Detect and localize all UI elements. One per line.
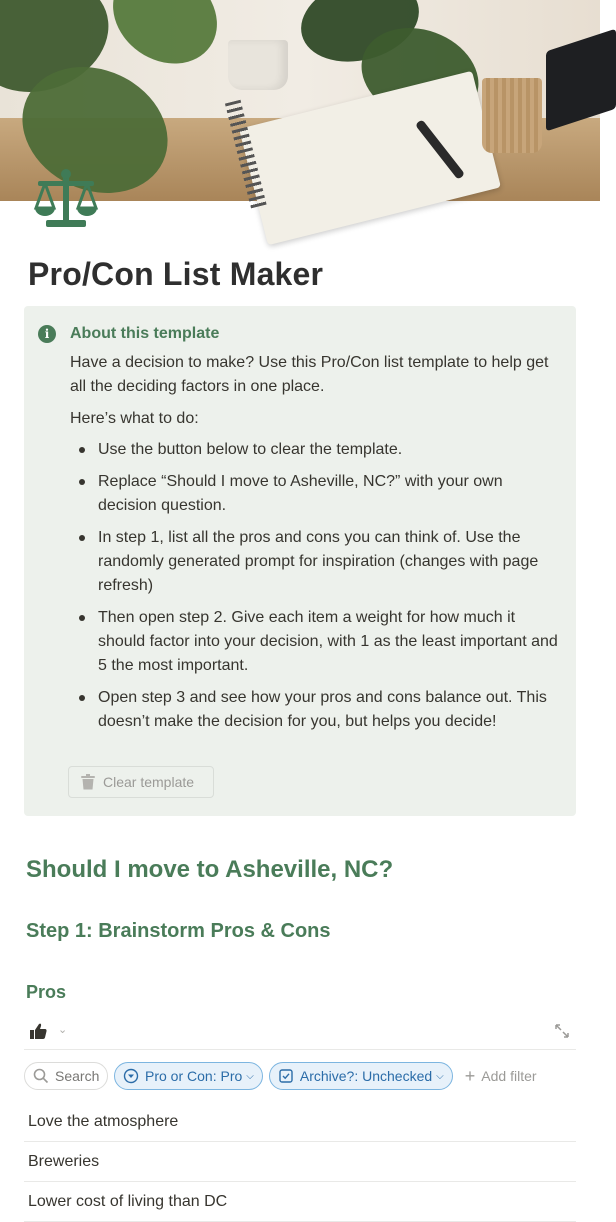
database-view-bar	[24, 1014, 576, 1050]
balance-scale-icon[interactable]	[32, 168, 100, 230]
add-filter-button[interactable]	[465, 1068, 537, 1084]
callout-steps-intro: Here’s what to do:	[70, 410, 199, 427]
pro-or-con-value: Pro	[220, 1068, 243, 1084]
search-icon	[33, 1068, 49, 1084]
list-item: Replace “Should I move to Asheville, NC?” with your own decision question.	[70, 470, 560, 518]
search-filter[interactable]	[24, 1062, 108, 1090]
select-property-icon	[123, 1068, 139, 1084]
chevron-down-icon[interactable]: ⌄	[58, 1024, 68, 1036]
pros-heading: Pros	[26, 982, 67, 1002]
pros-list	[24, 1102, 576, 1222]
pro-or-con-filter[interactable]	[114, 1062, 263, 1090]
about-template-callout	[24, 306, 576, 816]
archive-filter[interactable]	[269, 1062, 453, 1090]
list-item[interactable]: Lower cost of living than DC	[24, 1182, 576, 1222]
chevron-down-icon: ⌵	[436, 1070, 444, 1082]
list-item: Use the button below to clear the template.	[70, 438, 560, 462]
archive-value: Unchecked	[362, 1068, 433, 1084]
list-item[interactable]: Breweries	[24, 1142, 576, 1182]
search-label: Search	[55, 1068, 100, 1084]
instructions-list	[70, 438, 560, 742]
archive-field: Archive?:	[299, 1068, 359, 1084]
step1-heading: Step 1: Brainstorm Pros & Cons	[26, 920, 331, 942]
info-icon: i	[38, 325, 56, 343]
list-item[interactable]: Love the atmosphere	[24, 1102, 576, 1142]
page-title: Pro/Con List Maker	[28, 256, 324, 292]
list-item: Then open step 2. Give each item a weight for how much it should factor into your decision, with 1 as the least important and 5 the most important.	[70, 606, 560, 678]
checkbox-property-icon	[278, 1068, 294, 1084]
chevron-down-icon: ⌵	[246, 1070, 254, 1082]
decision-question-heading: Should I move to Asheville, NC?	[26, 856, 394, 883]
list-item: Open step 3 and see how your pros and cons balance out. This doesn’t make the decision for you, but helps you decide!	[70, 686, 560, 734]
pro-or-con-field: Pro or Con:	[145, 1068, 217, 1084]
clear-template-label: Clear template	[103, 774, 195, 790]
callout-intro: Have a decision to make? Use this Pro/Con list template to help get all the deciding factors in one place.	[70, 354, 549, 395]
expand-icon[interactable]	[554, 1023, 570, 1039]
clear-template-button[interactable]	[68, 766, 214, 798]
filter-bar	[24, 1062, 584, 1090]
add-filter-label: Add filter	[481, 1068, 537, 1084]
callout-title: About this template	[70, 325, 220, 342]
thumbs-up-icon[interactable]	[28, 1021, 48, 1041]
list-item: In step 1, list all the pros and cons you can think of. Use the randomly generated prompt for inspiration (changes with page refresh)	[70, 526, 560, 598]
plus-icon: +	[464, 1066, 476, 1086]
trash-icon	[81, 774, 95, 790]
